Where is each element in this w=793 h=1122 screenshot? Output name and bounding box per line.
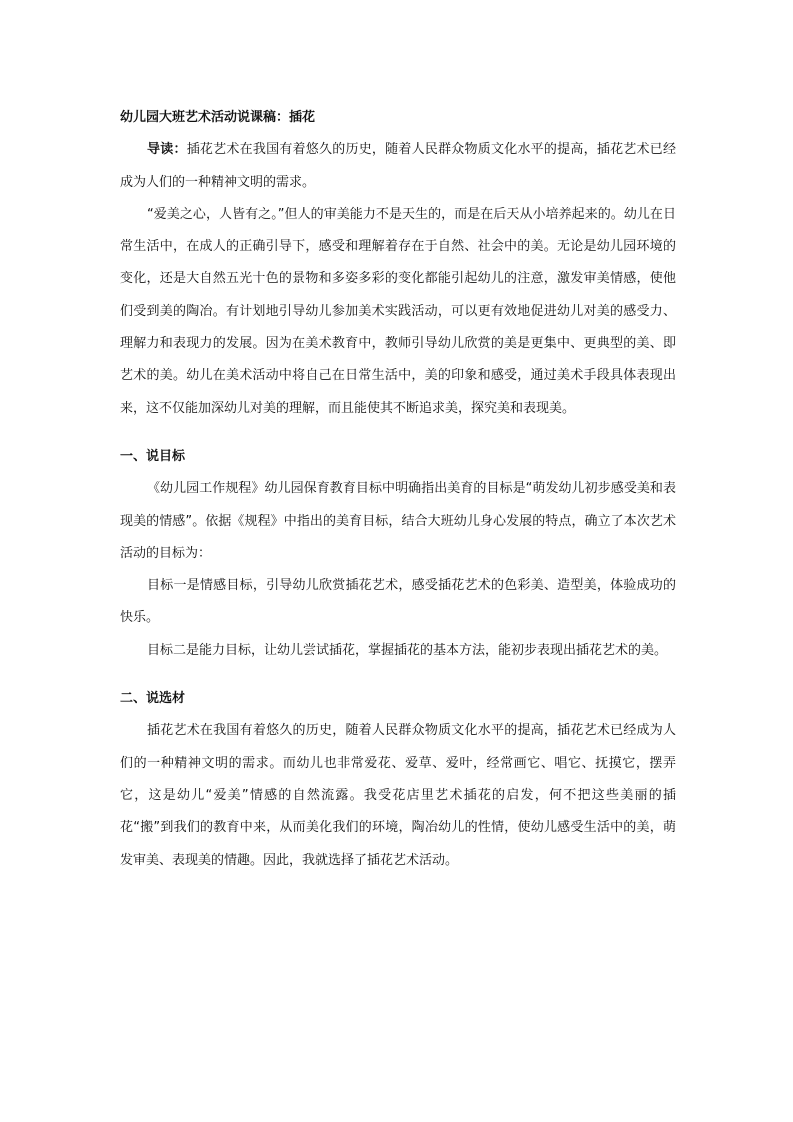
goals-paragraph-3: 目标二是能力目标，让幼儿尝试插花，掌握插花的基本方法，能初步表现出插花艺术的美。 (147, 642, 668, 658)
intro-body-paragraph: “爱美之心，人皆有之。”但人的审美能力不是天生的，而是在后天从小培养起来的。幼儿在日常生活中，在成人的正确引导下，感受和理解着存在于自然、社会中的美。无论是幼儿园环境的变化，还是大自然五光十色的景物和多姿多彩的变化都能引起幼儿的注意，激发审美情感，使他们受到美的陶冶。有计划地引导幼儿参加美术实践活动，可以更有效地促进幼儿对美的感受力、理解力和表现力的发展。因为在美术教育中，教师引导幼儿欣赏的美是更集中、更典型的美、即艺术的美。幼儿在美术活动中将自己在日常生活中，美的印象和感受，通过美术手段具体表现出来，这不仅能加深幼儿对美的理解，而且能使其不断追求美，探究美和表现美。 (120, 206, 676, 416)
material-paragraph-1: 插花艺术在我国有着悠久的历史，随着人民群众物质文化水平的提高，插花艺术已经成为人们的一种精神文明的需求。而幼儿也非常爱花、爱草、爱叶，经常画它、唱它、抚摸它，摆弄它，这是幼儿“爱美”情感的自然流露。我受花店里艺术插花的启发，何不把这些美丽的插花“搬”到我们的教育中来，从而美化我们的环境，陶冶幼儿的性情，使幼儿感受生活中的美，萌发审美、表现美的情趣。因此，我就选择了插花艺术活动。 (120, 723, 676, 868)
section-heading-goals: 一、说目标 (120, 448, 186, 464)
intro-paragraph-lead (120, 134, 676, 199)
intro-label: 导读： (147, 142, 187, 158)
goals-paragraph-2: 目标一是情感目标，引导幼儿欣赏插花艺术，感受插花艺术的色彩美、造型美，体验成功的快乐。 (120, 578, 676, 626)
section-heading-material: 二、说选材 (120, 691, 186, 707)
document-body (120, 102, 676, 877)
goals-paragraph-1: 《幼儿园工作规程》幼儿园保育教育目标中明确指出美育的目标是“萌发幼儿初步感受美和表现美的情感”。依据《规程》中指出的美育目标，结合大班幼儿身心发展的特点，确立了本次艺术活动的目标为： (120, 481, 676, 561)
document-title: 幼儿园大班艺术活动说课稿：插花 (120, 110, 316, 125)
intro-text: 插花艺术在我国有着悠久的历史，随着人民群众物质文化水平的提高，插花艺术已经成为人们的一种精神文明的需求。 (120, 142, 676, 190)
